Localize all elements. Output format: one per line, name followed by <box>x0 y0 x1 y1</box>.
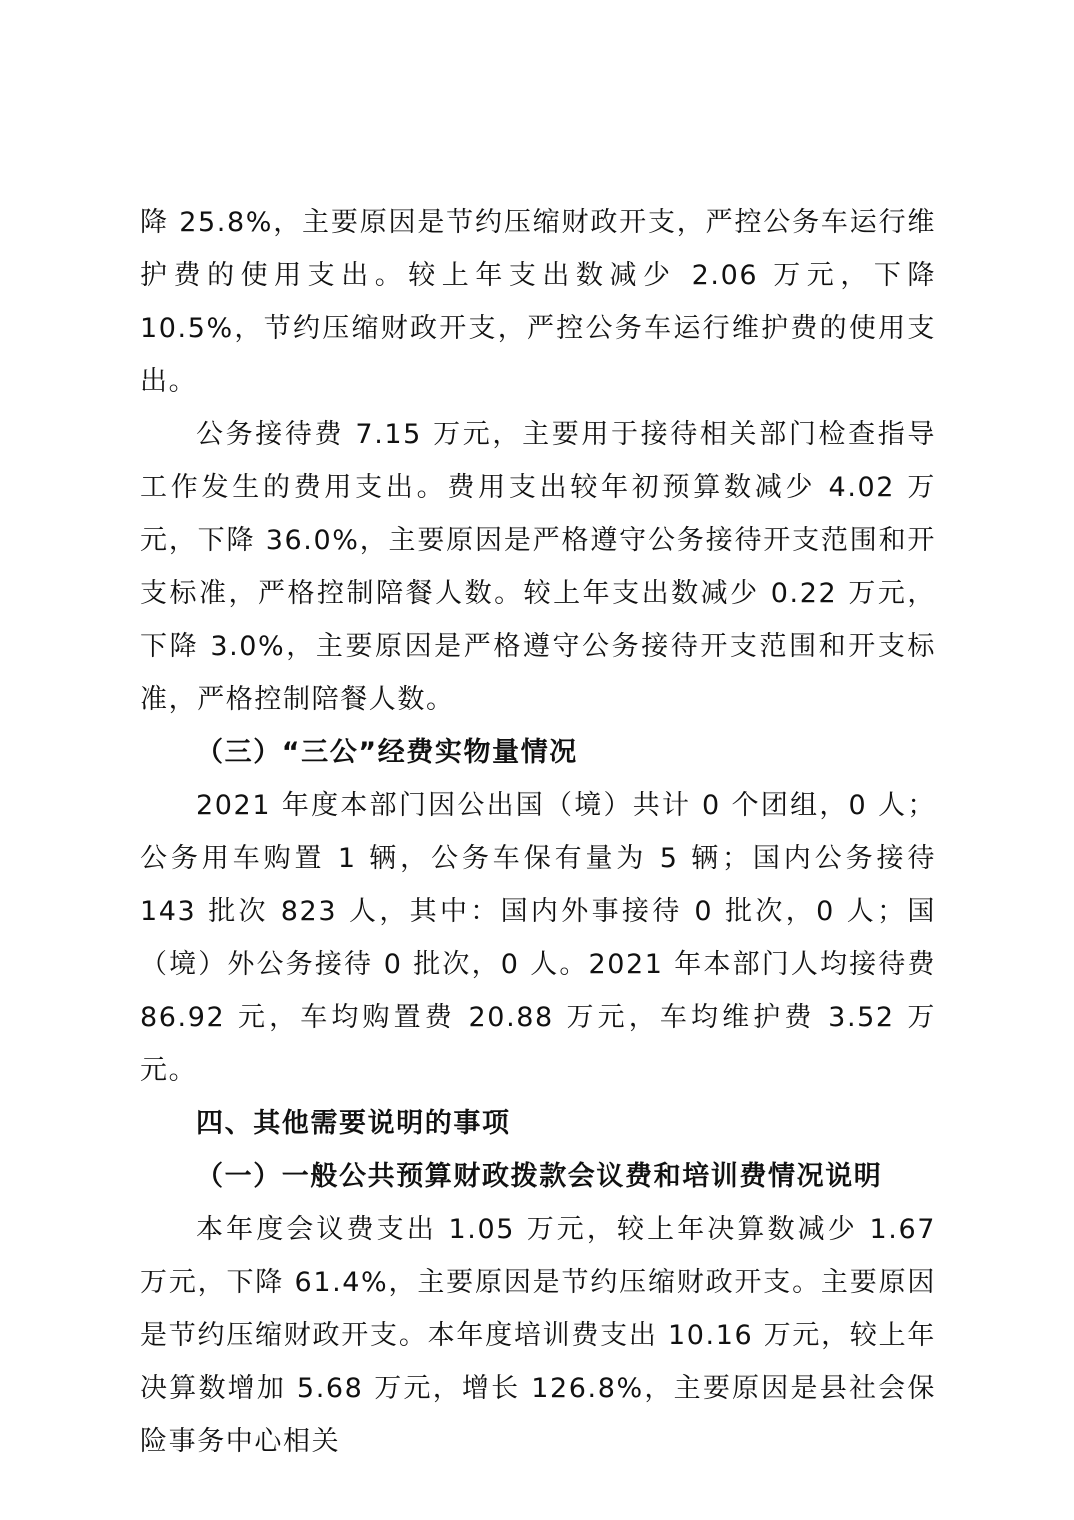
heading-three-public-physical-quantity: （三）“三公”经费实物量情况 <box>196 737 578 768</box>
paragraph-physical-quantity: 2021 年度本部门因公出国（境）共计 0 个团组，0 人；公务用车购置 1 辆，公务车保有量为 5 辆；国内公务接待 143 批次 823 人，其中：国内外事接待 0 批次，0 人；国（境）外公务接待 0 批次，0 人。2021 年本部门人均接待费 86.92 元，车均购置费 20.88 万元，车均维护费 3.52 万元。 <box>140 790 936 1086</box>
paragraph-meeting-training-fees: 本年度会议费支出 1.05 万元，较上年决算数减少 1.67 万元，下降 61.4%，主要原因是节约压缩财政开支。主要原因是节约压缩财政开支。本年度培训费支出 10.16 万元，较上年决算数增加 5.68 万元，增长 126.8%，主要原因是县社会保险事务中心相关 <box>140 1214 936 1457</box>
paragraph-vehicle-maintenance-continued: 降 25.8%，主要原因是节约压缩财政开支，严控公务车运行维护费的使用支出。较上年支出数减少 2.06 万元，下降 10.5%，节约压缩财政开支，严控公务车运行维护费的使用支出。 <box>140 207 936 397</box>
heading-meeting-training-fees: （一）一般公共预算财政拨款会议费和培训费情况说明 <box>196 1161 883 1192</box>
heading-other-matters: 四、其他需要说明的事项 <box>196 1108 511 1139</box>
paragraph-official-reception: 公务接待费 7.15 万元，主要用于接待相关部门检查指导工作发生的费用支出。费用支出较年初预算数减少 4.02 万元，下降 36.0%，主要原因是严格遵守公务接待开支范围和开支标准，严格控制陪餐人数。较上年支出数减少 0.22 万元，下降 3.0%，主要原因是严格遵守公务接待开支范围和开支标准，严格控制陪餐人数。 <box>140 419 936 715</box>
document-body <box>140 196 936 1468</box>
